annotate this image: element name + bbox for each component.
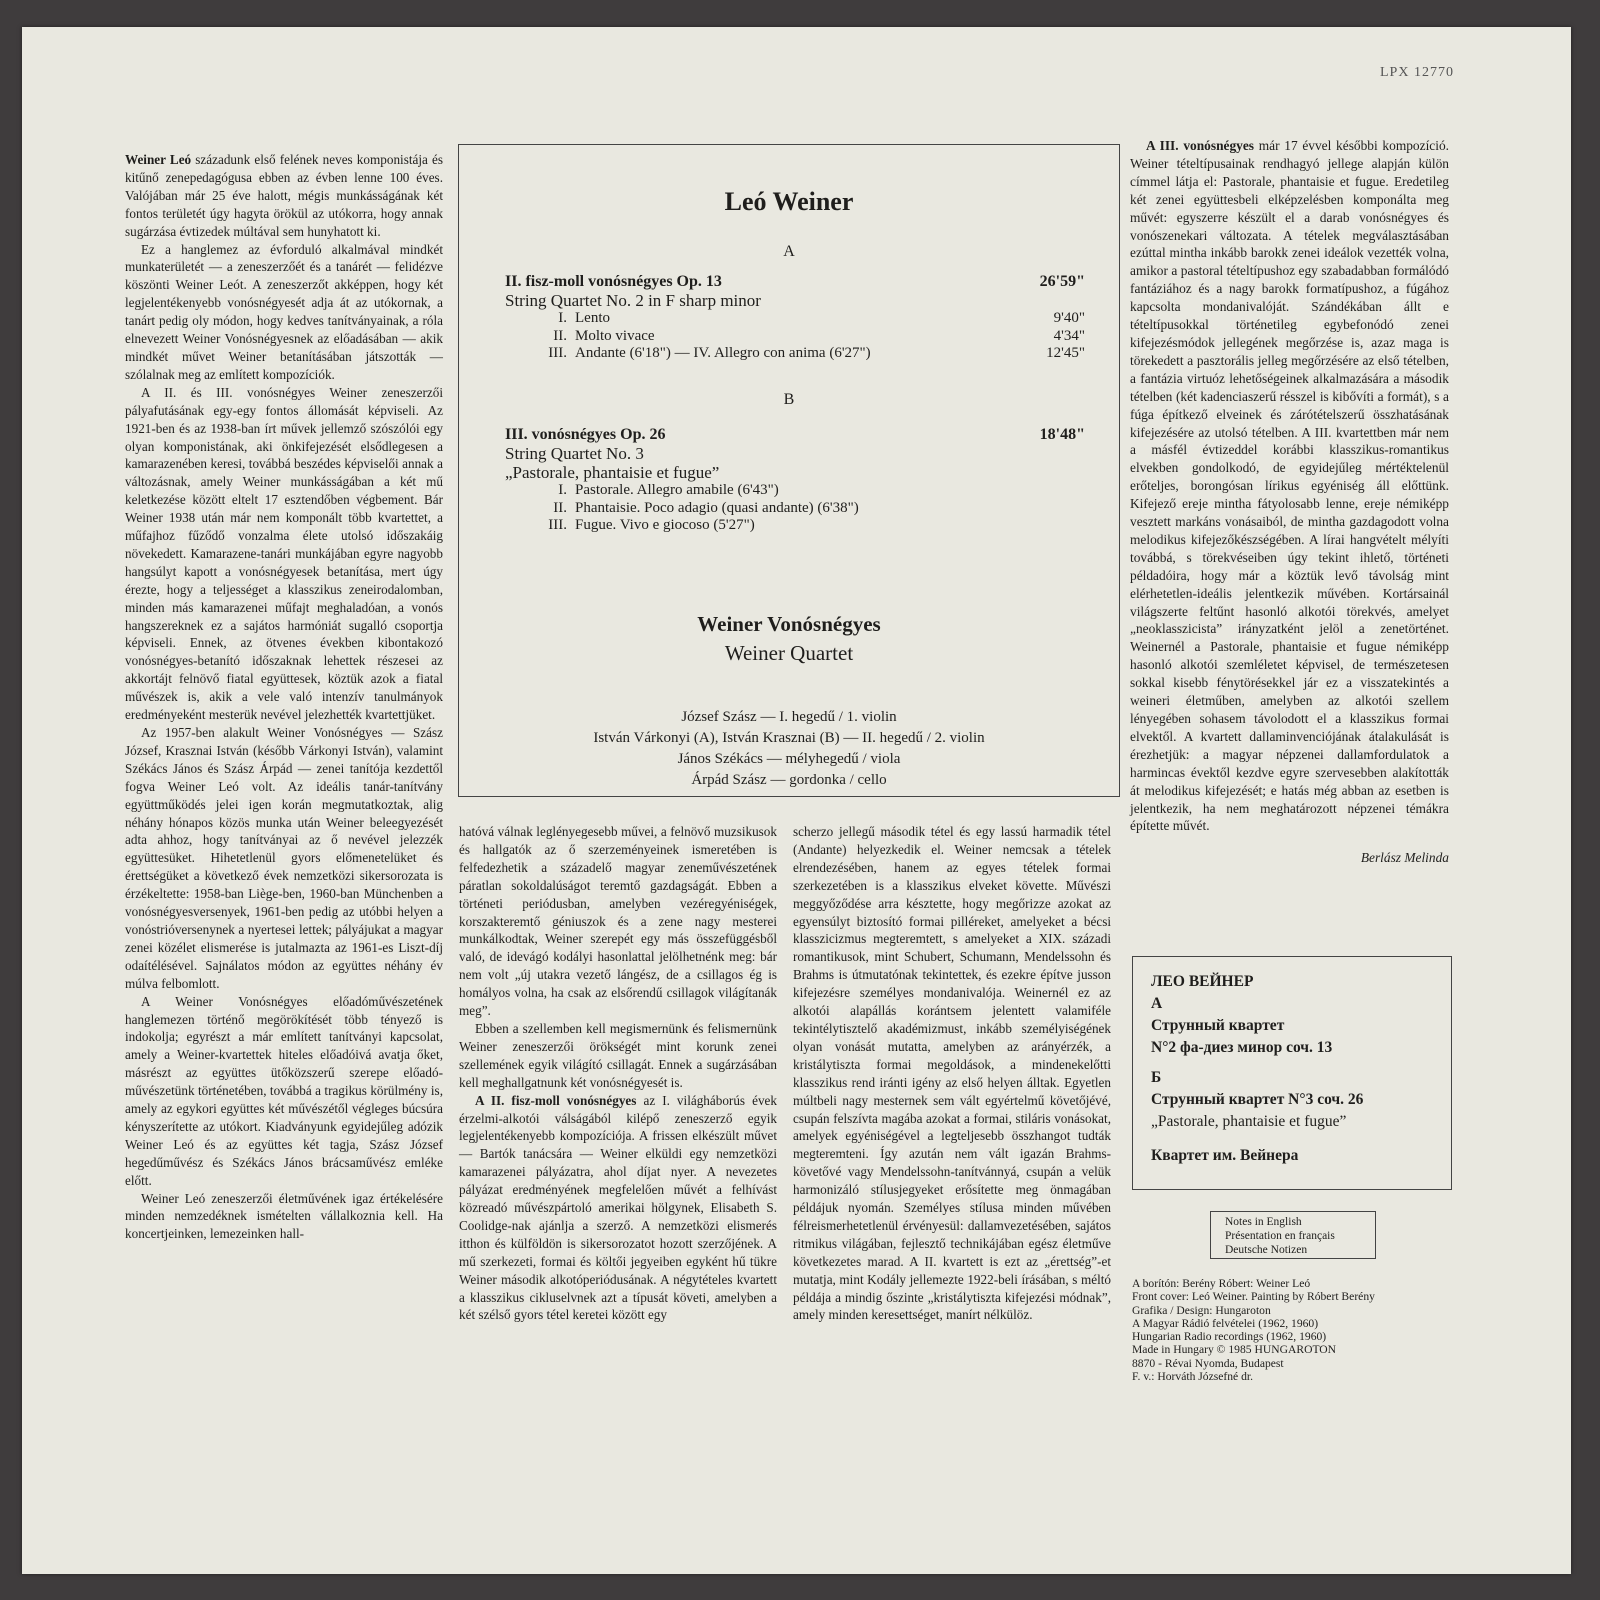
paragraph — [125, 724, 443, 993]
paragraph-text: Az 1957-ben alakult Weiner Vonósnégyes — Szász József, Krasznai István (később Várkonyi István), valamint Székács János és Szász Árpád — zenei tanítója kezdettől fogva Weiner Leó volt. Az ideális tanár-tanítvány együttműködés jelei igen korán megmutatkoztak, alig néhány hónapos közös munka után Weiner beleegyezését adta ahhoz, hogy tanítványai az ő nevével jelezzék együttesüket. Hihetetlenül gyors előmenetelüket és érettségüket a következő évek nemzetközi sikersorozata is érzékeltette: 1958-ban Liège-ben, 1960-ban Münchenben a vonósnégyesversenyek, 1961-ben pedig az utóbbi helyen a vonóstrióversenynek a nyertesei lettek; pályájukat a magyar zenei közélet elismerése is jutalmazta az 1961-es Liszt-díj odaítélésével. Sajnálatos módon az együttes néhány év múlva felbomlott. — [125, 725, 443, 991]
paragraph-lead: Weiner Leó — [125, 152, 192, 167]
movement-number: I. — [558, 482, 567, 498]
movement-name: Molto vivace — [575, 327, 655, 344]
ru-composer: ЛЕО ВЕЙНЕР — [1151, 973, 1254, 990]
record-sleeve-back — [22, 27, 1571, 1574]
movement-row — [505, 517, 1085, 535]
credit-line: Front cover: Leó Weiner. Painting by Róbert Berény — [1132, 1290, 1375, 1304]
paragraph-text: hatóvá válnak leglényegesebb művei, a felnövő muzsikusok és hallgatók az ő szerzeményeinek ismeretében is felfedezhetik a századelő magyar zeneművészetének páratlan sokoldalúságot teremtő gazdagságát. Ebben a történeti periódusban, amelyben vezéregyéniségek, korszakteremtő géniuszok és a zene nagy mesterei munkálkodtak, Weiner szerepét egy más összefüggésből való, de idevágó kodályi hasonlattal jelölhetnénk meg: bár nem volt „új utakra vezető lángész, de a csillagos ég is homályos volna, ha csak az elsőrendű csillagok világítanák meg”. — [459, 824, 777, 1019]
paragraph-text: A Weiner Vonósnégyes előadóművészetének hanglemezen történő megörökítését több tényező is indokolja; egyrészt a már említett tanítványi kapcsolat, amely a Weiner-kvartettek hiteles előadóivá avatja őket, másrészt az együttes ütőközszerű szerepe előadó-művészetünk történetében, továbbá a tragikus körülmény is, amely az egykori együttes két művészétől végleges búcsúra kényszerítette az utókort. Kiadványunk egyidejűleg adózik Weiner Leó és az együttes két tagja, Szász József hegedűművész és Székács János brácsaművész emléke előtt. — [125, 993, 443, 1188]
paragraph-lead: A III. vonósnégyes — [1146, 138, 1255, 153]
credit-line: A borítón: Berény Róbert: Weiner Leó — [1132, 1277, 1311, 1290]
movement-row — [505, 500, 1085, 518]
essay-column-1 — [125, 151, 443, 1243]
credit-line: A Magyar Rádió felvételei (1962, 1960) — [1132, 1316, 1319, 1330]
movement-number: II. — [553, 327, 567, 344]
credit-line: Made in Hungary © 1985 HUNGAROTON — [1132, 1343, 1337, 1357]
credit-line: Grafika / Design: Hungaroton — [1132, 1303, 1271, 1317]
side-a-label: A — [783, 243, 795, 260]
paragraph — [125, 151, 443, 241]
work-a-title: II. fisz-moll vonósnégyes Op. 13 — [505, 273, 722, 290]
notes-english: Notes in English — [1225, 1216, 1302, 1228]
movement-name: Pastorale. Allegro amabile (6'43") — [575, 482, 779, 498]
ru-work-a-2: N°2 фа-диез минор соч. 13 — [1151, 1039, 1333, 1056]
paragraph-text: A II. és III. vonósnégyes Weiner zeneszerzői pályafutásának egy-egy fontos állomását képviseli. Az 1921-ben és az 1938-ban írt művek jellemző szószólói egy olyan komponistának, aki önkifejezését elsődlegesen a kamarazenében keresi, továbbá beszédes képviselői annak a változásnak, amely Weiner munkásságában a két mű keletkezése között eltelt 17 esztendőben végbement. Bár Weiner 1938 után már nem komponált több kvartettet, a műfajhoz fűződő vonzalma élete utolsó időszakáig növekedett. Kamarazene-tanári munkájában egyre nagyobb hangsúlyt kapott a vonósnégyesek betanítása, mert úgy érezte, hogy a teljességet a klasszikus zeneirodalomban, minden más kamarazenei műfajt meghaladóan, a vonós hangszereknek ez a sajátos harmóniát sugalló csoportja képviseli. Ennek, az ötvenes években kibontakozó vonósnégyes-betanító időszaknak lehettek részesei az akkortájt felnövő fiatal együttesek, köztük azok a fiatal művészek is, akik a vele való intenzív tanulmányok eredményeként mesterük nevével jelezhették kvartettjüket. — [125, 384, 443, 723]
movement-row — [505, 482, 1085, 500]
credits-block — [1132, 1277, 1462, 1383]
essay-column-3 — [793, 823, 1111, 1324]
ru-side-b: Б — [1151, 1069, 1162, 1086]
work-a-duration: 26'59" — [1039, 273, 1085, 290]
paragraph-text: Weiner Leó zeneszerzői életművének igaz értékelésére minden nemzedéknek ismételten vállalkoznia kell. Ha koncertjeinken, lemezeinken hall- — [125, 1190, 443, 1242]
performer-line: István Várkonyi (A), István Krasznai (B) — II. hegedű / 2. violin — [593, 730, 985, 746]
movement-number: III. — [548, 517, 567, 533]
credit-line: F. v.: Horváth Józsefné dr. — [1132, 1370, 1253, 1384]
work-a-subtitle: String Quartet No. 2 in F sharp minor — [505, 291, 761, 310]
composer-title: Leó Weiner — [724, 187, 854, 216]
catalog-number: LPX 12770 — [1380, 65, 1454, 80]
work-b — [505, 425, 1085, 535]
ru-ensemble: Квартет им. Вейнера — [1151, 1147, 1299, 1164]
movement-name: Andante (6'18") — IV. Allegro con anima (6'27") — [575, 345, 871, 361]
paragraph-text: Ez a hanglemez az évforduló alkalmával mindkét munkaterületét — a zeneszerzőét és a tanárét — felidézve köszönti Weiner Leót. A zeneszerzőt akképpen, hogy két legjelentékenyebb vonósnégyesét adja át az utókornak, a tanárt pedig oly módon, hogy kedves tanítványainak, a róla elnevezett Weiner Vonósnégyesnek az előadásában — akik mindkét művet Weiner betanításában játszották — szólalnak meg az említett kompozíciók. — [125, 241, 443, 382]
credit-line: 8870 - Révai Nyomda, Budapest — [1132, 1356, 1284, 1370]
russian-info-box — [1132, 956, 1452, 1190]
work-a — [505, 272, 1085, 363]
movement-name: Phantaisie. Poco adagio (quasi andante) (6'38") — [575, 499, 859, 516]
movement-row — [505, 345, 1085, 363]
ensemble-name-en: Weiner Quartet — [724, 641, 854, 665]
movement-duration: 9'40" — [1053, 310, 1085, 326]
notes-french: Présentation en français — [1225, 1230, 1335, 1242]
paragraph-text: scherzo jellegű második tétel és egy lassú harmadik tétel (Andante) helyezkedik el. Weiner nemcsak a tételek elrendezésében, hanem az egyes tételek formai szerkezetében is a klasszikus elveket követte. Művészi meggyőződése arra késztette, hogy megőrizze azokat az egyensúlyt biztosító formai pilléreket, amelyeket a bécsi klasszicizmus megteremtett, s amelyeket a XIX. századi romantikusok, mint Schubert, Schumann, Mendelssohn és Brahms is útmutatónak tekintettek, és ezekre építve jusson kifejezésre személyes mondanivalója. Weinernél ez az alkotói alapállás korántsem jelentett valamiféle tekintélytisztelő akadémizmust, inkább személyiségének olyan vonását mutatta, amelyben az arányérzék, a kristálytiszta formai megoldások, a mindenekelőtti klasszikus rend iránti igény az első helyen álltak. Egyetlen múltbeli nagy mesternek sem vált egyértelmű követőjévé, csupán felszívta magába azokat a formai, stiláris vonásokat, amelyek egyéniségével a legteljesebb összhangot tudták megteremteni. Így azután nem vált igazán Brahms-követővé vagy Mendelssohn-tanítvánnyá, csupán a velük harmonizáló stílusjegyeket erősítette meg önmagában példájuk nyomán. Személyes stílusa minden művében félreismerhetetlenül érvényesül: dallamvezetésében, sajátos ritmikus világában, fejlesztő technikájában egész életműve következetes marad. A II. kvartett is ezt az „érettség”-et mutatja, mint Kodály jellemezte 1922-beli írásában, s méltó példája a mindig őszinte „kristálytiszta kifejezési módnak”, amely minden keresettséget, manírt nélkülöz. — [793, 824, 1111, 1323]
paragraph — [125, 1190, 443, 1244]
ru-side-a: А — [1151, 995, 1163, 1012]
work-b-subtitle: String Quartet No. 3 — [505, 444, 644, 463]
notes-german: Deutsche Notizen — [1225, 1244, 1308, 1256]
essay-column-4 — [1130, 137, 1449, 867]
paragraph — [459, 1020, 777, 1092]
essay-column-2 — [459, 823, 777, 1324]
movement-row — [505, 310, 1085, 328]
essay-column-4-body — [1130, 137, 1449, 835]
ensemble-block — [459, 612, 1119, 666]
performer-line: Árpád Szász — gordonka / cello — [691, 772, 887, 788]
ru-work-b-2: „Pastorale, phantaisie et fugue” — [1151, 1113, 1347, 1130]
paragraph-text: az I. világháborús évek érzelmi-alkotói válságából kilépő zeneszerző egyik legjelentékenyebb kompozíciója. A frissen elkészült művet — Bartók tanácsára — Weiner elküldi egy nemzetközi kamarazenei pályázatra, ahol díjat nyer. A nevezetes pályázat eredményének megfelelően művét a felhívást közreadó művészpártoló amerikai hölgynek, Elisabeth S. Coolidge-nak ajánlja a szerző. A nemzetközi elismerés itthon és külföldön is sikersorozatot hozott szerzőjének. A mű szerkezeti, formai és költői jegyeiben egyként hű tükre Weiner második alkotóperiódusának. A négytételes kvartett a klasszikus cikluselvnek azt a típusát követi, amelyben a két szélső gyors tétel keretei között egy — [459, 1092, 777, 1323]
work-b-title: III. vonósnégyes Op. 26 — [505, 426, 666, 443]
movement-row — [505, 328, 1085, 346]
tracklist-box — [458, 144, 1120, 797]
movement-number: I. — [558, 310, 567, 326]
paragraph — [793, 823, 1111, 1324]
paragraph — [125, 993, 443, 1190]
work-a-movements — [505, 310, 1085, 363]
work-b-subtitle-2: „Pastorale, phantaisie et fugue” — [505, 463, 720, 482]
movement-duration: 12'45" — [1046, 345, 1085, 361]
ensemble-name-hu: Weiner Vonósnégyes — [697, 612, 881, 636]
paragraph — [125, 384, 443, 724]
paragraph-text: már 17 évvel későbbi kompozíció. Weiner tételtípusainak rendhagyó jellege alapján külön címmel látja el: Pastorale, phantaisie et fugue. Eredetileg két zenei együttesbeli elképzelésben komponálta meg művét: egyszerre készült el a darab vonósnégyes és vonószenekari változata. A tételek megválasztásában ezúttal mintha inkább barokk zenei ideálok vezették volna, amikor a pastoral tételtípushoz egy szabadabban formálódó fantáziához és a nagy barokk formatípushoz, a fúgához kapcsolta mondanivalóját. Szándékában állt e tételtípusokkal történetileg egybefonódó zenei kifejezésmódok jellegének megőrzése is, azaz maga is törekedett a pasztorális jelleg megőrzésére az első tételben, a fantázia virtuóz lehetőségeinek alkalmazására a második tételben (két kadenciaszerű résszel is kibővíti a formát), s a fúga építkező elveinek és zárótételszerű összhatásának kifejezésére az utolsó tételben. A III. kvartettben már nem a másfél évtizeddel korábbi klasszikus-romantikus elvekben gondolkodó, de egyidejűleg mértéktelenül erőteljes, borongósan lírikus egyéniség áll előttünk. Kifejező ereje mintha fátyolosabb lenne, ereje némiképp vesztett markáns vonásaiból, de mintha gazdagodott volna melodikus kifejezőkészségében. A lírai hangvételt mélyíti továbbá, s törekvéseiben úgy tekint ihlető, történeti példadóira, hogy már a köztük levő távolság mint elérhetetlen-ideális jelentkezik művében. Kortársainál világszerte feltűnt hasonló alkotói törekvés, amelyet „neoklasszicista” irányzatként jelöl a zenetörténet. Weinernél a Pastorale, phantaisie et fugue némiképp hasonló alkotói szemléletet képvisel, de természetesen sokkal kisebb fénytörésekkel jár ez a visszatekintés a weineri életműben, amelyben az alkotói szellem lényegében sohasem távolodott el a klasszikus formai elvektől. A kvartett dallaminvenciójának átalakulását is érezhetjük: a magyar népzenei dallamfordulatok a harmincas évektől kezdve egyre szervesebben alakították át melodikus kifejezését; e hatás még abban az esetben is jelentkezik, ha nem meghatározott népzenei témákra építette művét. — [1130, 138, 1449, 834]
paragraph-text: századunk első felének neves komponistája és kitűnő zenepedagógusa ebben az évben lenne 100 éves. Valójában már 25 éve halott, mégis munkásságának két fontos területét úgy hagyta örökül az utókorra, hogy annak sugárzása évtizedek múltával sem hunyhatott ki. — [125, 152, 443, 239]
paragraph — [459, 823, 777, 1020]
work-b-duration: 18'48" — [1039, 426, 1085, 443]
performer-line: János Székács — mélyhegedű / viola — [677, 751, 901, 767]
notes-languages-box — [1210, 1211, 1376, 1259]
ru-work-a-1: Струнный квартет — [1151, 1017, 1285, 1034]
movement-number: III. — [548, 345, 567, 361]
paragraph — [1130, 137, 1449, 835]
work-b-movements — [505, 482, 1085, 535]
side-b-label: B — [783, 391, 795, 408]
ru-work-b-1: Струнный квартет N°3 соч. 26 — [1151, 1091, 1364, 1108]
paragraph-lead: A II. fisz-moll vonósnégyes — [475, 1092, 637, 1108]
author-signature: Berlász Melinda — [1360, 850, 1449, 866]
performers-list — [459, 707, 1119, 791]
paragraph-text: Ebben a szellemben kell megismernünk és felismernünk Weiner zeneszerzői örökségét mint korunk zenei szellemének egyik világító csillagát. Ennek a sugárzásában kell meghallgatnunk két vonósnégyesét is. — [459, 1020, 777, 1090]
paragraph — [459, 1092, 777, 1325]
paragraph — [125, 241, 443, 384]
credit-line: Hungarian Radio recordings (1962, 1960) — [1132, 1330, 1327, 1344]
movement-number: II. — [553, 499, 567, 516]
performer-line: József Szász — I. hegedű / 1. violin — [681, 709, 897, 725]
movement-duration: 4'34" — [1053, 327, 1085, 344]
movement-name: Fugue. Vivo e giocoso (5'27") — [575, 517, 755, 533]
movement-name: Lento — [575, 310, 610, 326]
